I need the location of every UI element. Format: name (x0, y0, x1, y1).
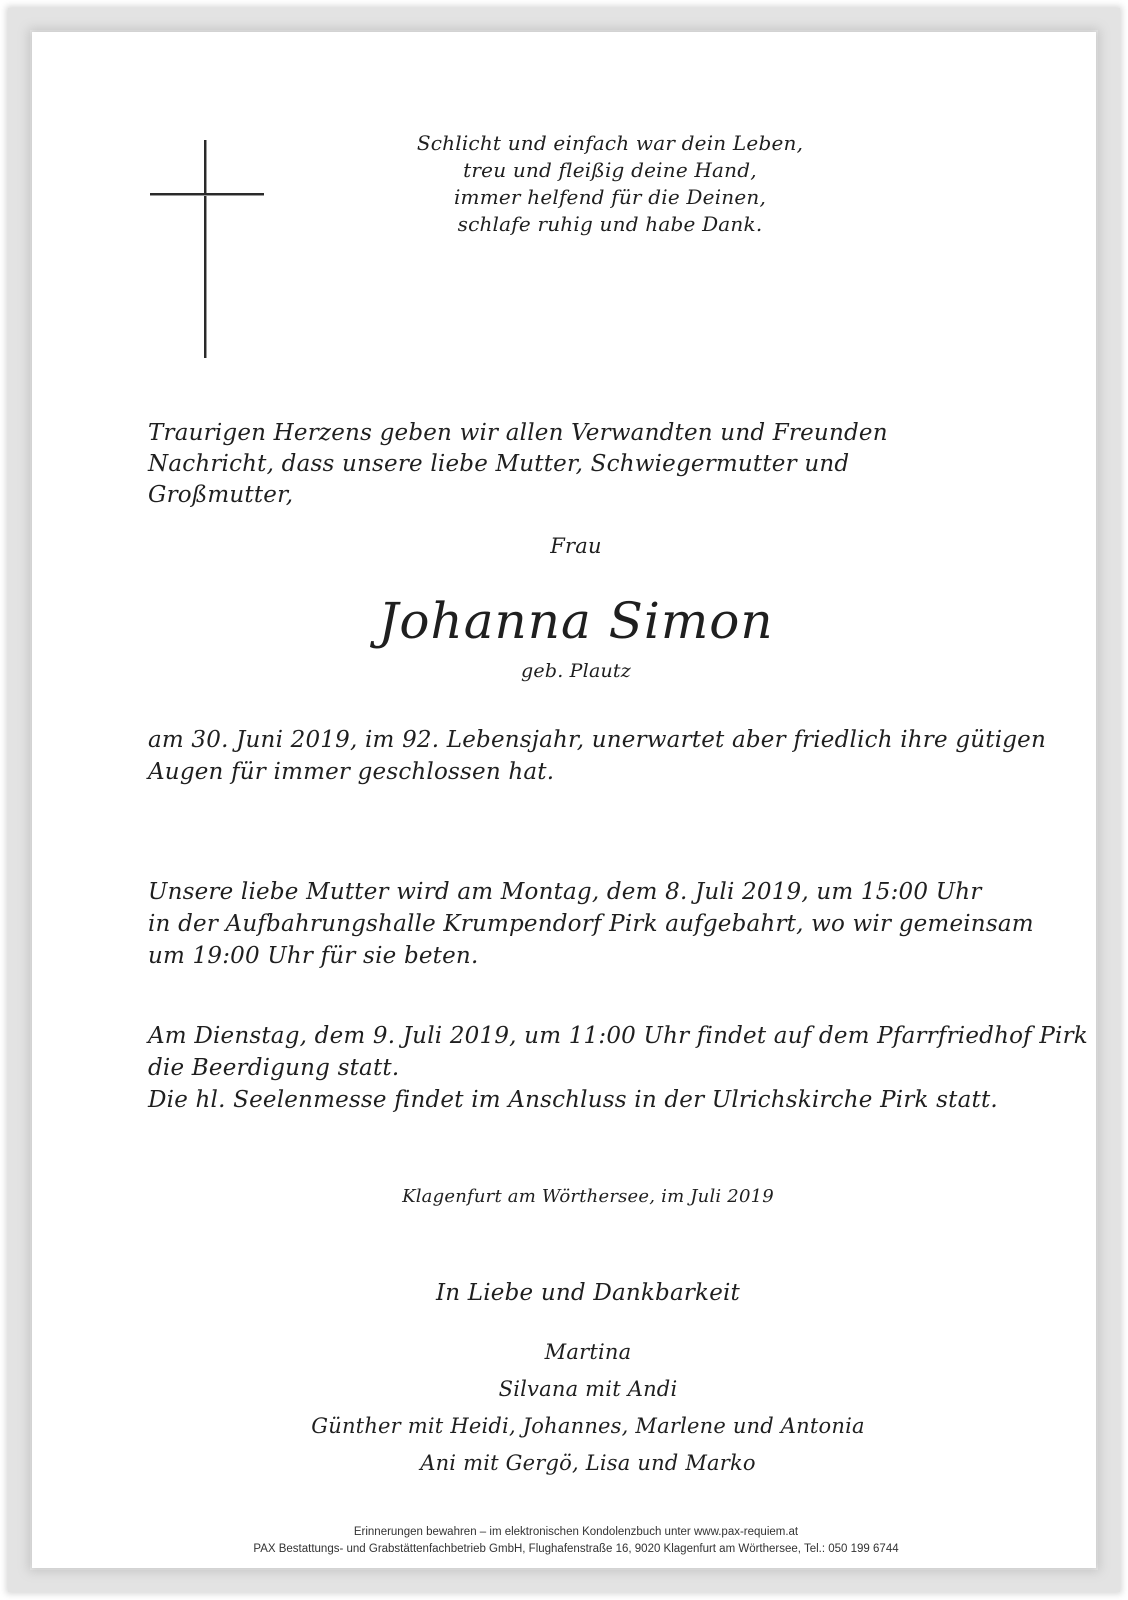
poem-line: schlafe ruhig und habe Dank. (457, 212, 763, 236)
place-date: Klagenfurt am Wörthersee, im Juli 2019 (402, 1186, 774, 1207)
salutation: Frau (550, 534, 602, 558)
signoff: In Liebe und Dankbarkeit (435, 1280, 741, 1306)
paragraph-line: um 19:00 Uhr für sie beten. (148, 943, 479, 969)
mourners-list (0, 1334, 1128, 1482)
paragraph-line: Augen für immer geschlossen hat. (148, 759, 555, 785)
funeral-paragraph (148, 1020, 1088, 1116)
poem-line: treu und fleißig deine Hand, (463, 158, 757, 182)
footer-company-line: PAX Bestattungs- und Grabstättenfachbetrieb GmbH, Flughafenstraße 16, 9020 Klagenfurt am Wörthersee, Tel.: 050 199 6744 (253, 1543, 899, 1555)
deceased-name: Johanna Simon (378, 592, 774, 650)
poem-line: immer helfend für die Deinen, (453, 185, 767, 209)
cross-icon (150, 140, 264, 358)
paragraph-line: Die hl. Seelenmesse findet im Anschluss in der Ulrichskirche Pirk statt. (148, 1087, 998, 1113)
paragraph-line: Am Dienstag, dem 9. Juli 2019, um 11:00 Uhr findet auf dem Pfarrfriedhof Pirk (148, 1023, 1088, 1049)
mourner-line: Ani mit Gergö, Lisa und Marko (420, 1451, 756, 1475)
mourner-line: Martina (544, 1340, 632, 1364)
paragraph-line: die Beerdigung statt. (148, 1055, 400, 1081)
footer (0, 1524, 1128, 1558)
footer-condolence-line: Erinnerungen bewahren – im elektronischen Kondolenzbuch unter www.pax-requiem.at (353, 1526, 799, 1538)
intro-text (148, 418, 968, 511)
birth-name: geb. Plautz (521, 660, 631, 682)
poem (380, 130, 840, 238)
paragraph-line: Unsere liebe Mutter wird am Montag, dem 8. Juli 2019, um 15:00 Uhr (148, 879, 982, 905)
paragraph-line: am 30. Juni 2019, im 92. Lebensjahr, unerwartet aber friedlich ihre gütigen (148, 727, 1047, 753)
cross-horizontal-bar (150, 193, 264, 195)
paragraph-line: in der Aufbahrungshalle Krumpendorf Pirk aufgebahrt, wo wir gemeinsam (148, 911, 1034, 937)
mourner-line: Günther mit Heidi, Johannes, Marlene und Antonia (311, 1414, 865, 1438)
intro-line: Traurigen Herzens geben wir allen Verwandten und Freunden (148, 420, 888, 446)
intro-line: Nachricht, dass unsere liebe Mutter, Schwiegermutter und Großmutter, (148, 451, 850, 508)
cross-vertical-bar (204, 140, 206, 358)
mourner-line: Silvana mit Andi (498, 1377, 678, 1401)
passing-paragraph (148, 724, 1047, 788)
viewing-paragraph (148, 876, 1034, 972)
poem-line: Schlicht und einfach war dein Leben, (416, 131, 804, 155)
